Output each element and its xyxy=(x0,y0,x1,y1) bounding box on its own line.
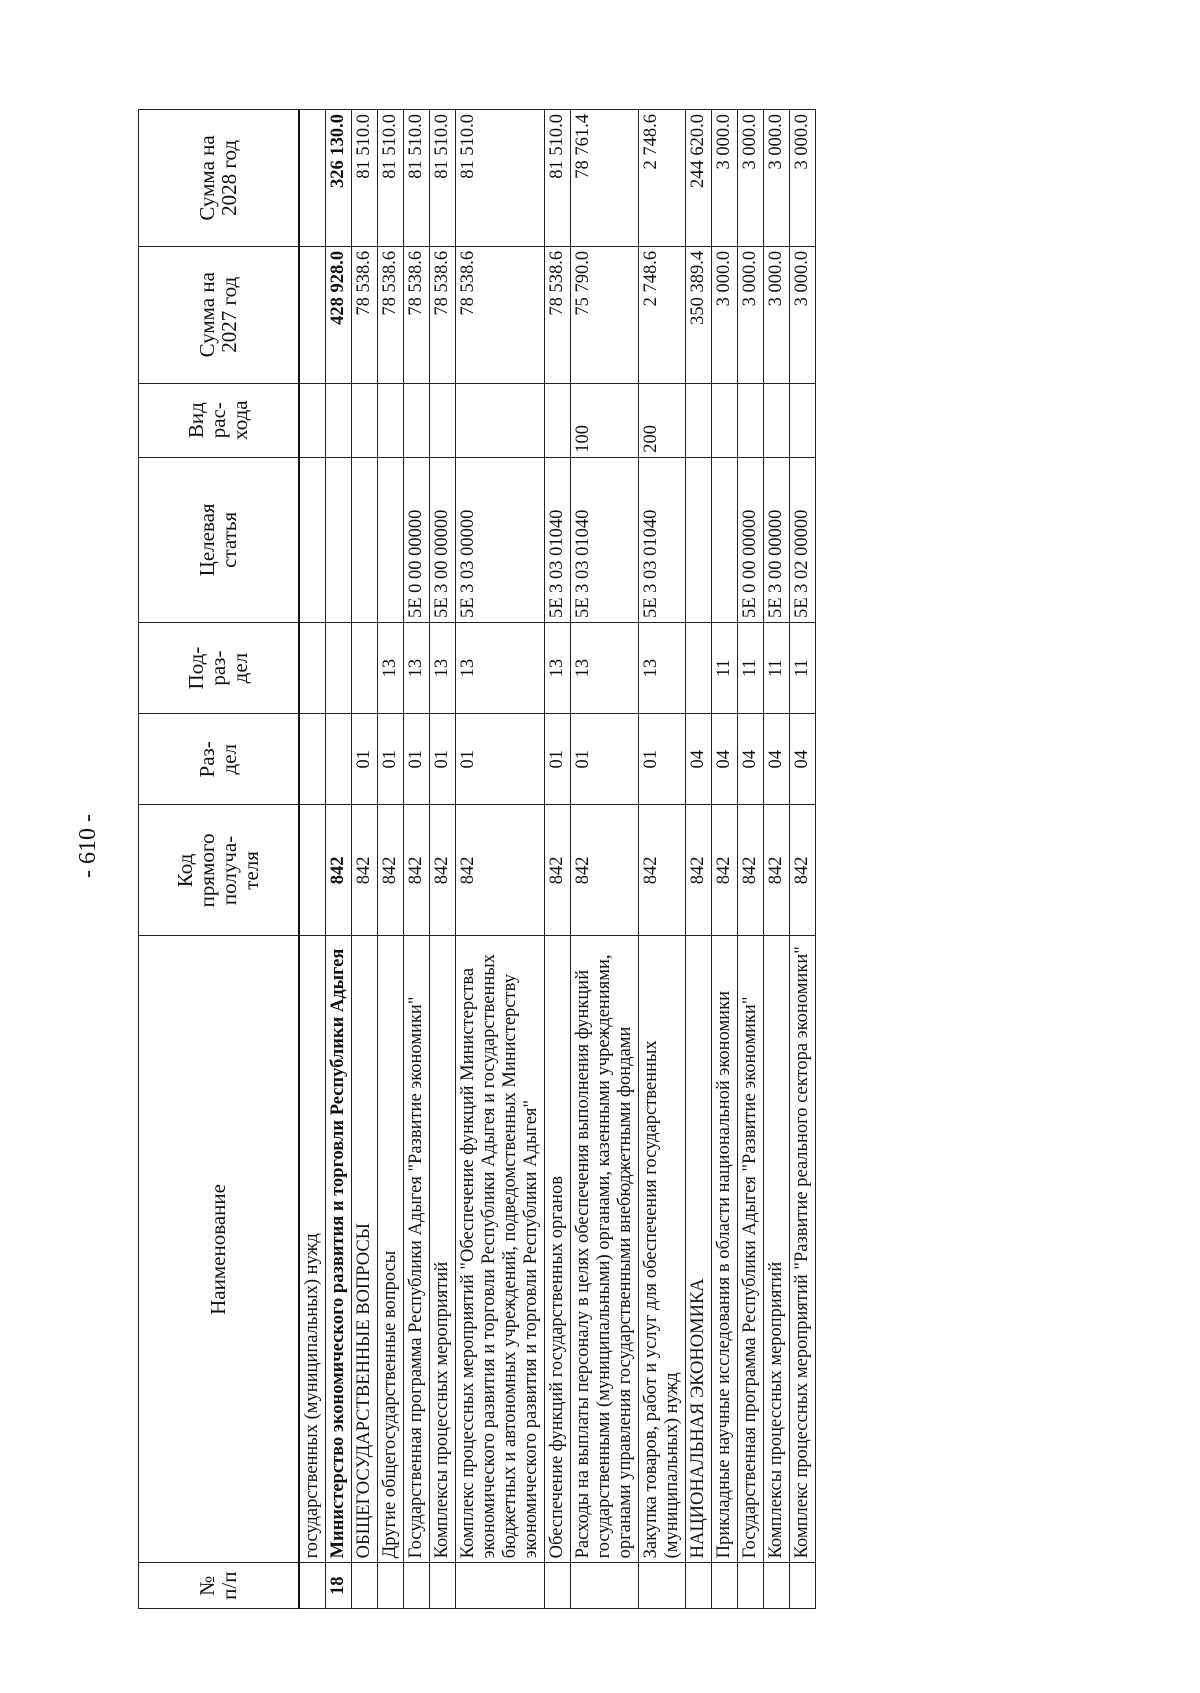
cell-code: 842 xyxy=(789,805,815,936)
cell-subsection xyxy=(685,623,711,714)
cell-section: 01 xyxy=(638,714,685,805)
cell-subsection: 13 xyxy=(455,623,544,714)
table-row xyxy=(403,110,429,1609)
cell-sum2027: 78 538.6 xyxy=(377,246,403,383)
cell-expense xyxy=(763,383,789,457)
cell-subsection: 13 xyxy=(638,623,685,714)
cell-name: Комплекс процессных мероприятий "Развитие реального сектора экономики" xyxy=(789,936,815,1563)
cell-code: 842 xyxy=(685,805,711,936)
table-row xyxy=(299,110,326,1609)
cell-target xyxy=(711,457,737,622)
cell-num xyxy=(570,1563,638,1609)
cell-name: государственных (муниципальных) нужд xyxy=(299,936,326,1563)
table-row xyxy=(737,110,763,1609)
cell-sum2028: 78 761.4 xyxy=(570,110,638,247)
cell-num xyxy=(737,1563,763,1609)
table-row xyxy=(570,110,638,1609)
cell-section: 01 xyxy=(403,714,429,805)
cell-subsection: 13 xyxy=(544,623,570,714)
cell-code: 842 xyxy=(455,805,544,936)
table-row xyxy=(685,110,711,1609)
cell-sum2028: 81 510.0 xyxy=(455,110,544,247)
table-body xyxy=(299,110,816,1609)
cell-sum2028: 3 000.0 xyxy=(737,110,763,247)
cell-num xyxy=(789,1563,815,1609)
cell-subsection xyxy=(351,623,377,714)
cell-code: 842 xyxy=(429,805,455,936)
cell-subsection: 11 xyxy=(711,623,737,714)
cell-expense xyxy=(685,383,711,457)
cell-expense xyxy=(403,383,429,457)
cell-sum2028: 3 000.0 xyxy=(763,110,789,247)
cell-subsection: 13 xyxy=(429,623,455,714)
header-target: Целевая статья xyxy=(139,457,299,622)
cell-sum2028: 81 510.0 xyxy=(377,110,403,247)
cell-name: Закупка товаров, работ и услуг для обеспечения государственных (муниципальных) нужд xyxy=(638,936,685,1563)
cell-num xyxy=(299,1563,326,1609)
cell-target: 5Е 3 00 00000 xyxy=(429,457,455,622)
cell-sum2027: 75 790.0 xyxy=(570,246,638,383)
cell-expense xyxy=(325,383,351,457)
cell-expense xyxy=(737,383,763,457)
cell-num xyxy=(711,1563,737,1609)
cell-expense xyxy=(455,383,544,457)
header-section: Раз- дел xyxy=(139,714,299,805)
cell-section: 01 xyxy=(544,714,570,805)
cell-name: Расходы на выплаты персоналу в целях обеспечения выполнения функций государственными (муниципальными) органами, казенными учреждениями, органами управления государственными внебюджетными фондами xyxy=(570,936,638,1563)
cell-target: 5Е 3 03 01040 xyxy=(638,457,685,622)
cell-sum2027: 3 000.0 xyxy=(763,246,789,383)
cell-expense xyxy=(377,383,403,457)
cell-num xyxy=(638,1563,685,1609)
cell-num: 18 xyxy=(325,1563,351,1609)
cell-name: Комплексы процессных мероприятий xyxy=(763,936,789,1563)
cell-name: Комплексы процессных мероприятий xyxy=(429,936,455,1563)
cell-section: 04 xyxy=(789,714,815,805)
cell-name: ОБЩЕГОСУДАРСТВЕННЫЕ ВОПРОСЫ xyxy=(351,936,377,1563)
header-name: Наименование xyxy=(139,936,299,1563)
cell-sum2027: 78 538.6 xyxy=(544,246,570,383)
cell-section: 04 xyxy=(685,714,711,805)
cell-sum2028: 81 510.0 xyxy=(429,110,455,247)
cell-section: 01 xyxy=(455,714,544,805)
cell-name: Прикладные научные исследования в области национальной экономики xyxy=(711,936,737,1563)
header-expense: Вид рас- хода xyxy=(139,383,299,457)
table-header-row xyxy=(139,110,299,1609)
cell-target: 5Е 3 02 00000 xyxy=(789,457,815,622)
cell-expense xyxy=(711,383,737,457)
cell-sum2028: 3 000.0 xyxy=(711,110,737,247)
table-row xyxy=(351,110,377,1609)
cell-sum2028: 326 130.0 xyxy=(325,110,351,247)
cell-target: 5Е 3 00 00000 xyxy=(763,457,789,622)
cell-num xyxy=(351,1563,377,1609)
cell-section: 04 xyxy=(737,714,763,805)
cell-sum2027: 3 000.0 xyxy=(737,246,763,383)
cell-code: 842 xyxy=(325,805,351,936)
cell-subsection: 11 xyxy=(763,623,789,714)
cell-name: НАЦИОНАЛЬНАЯ ЭКОНОМИКА xyxy=(685,936,711,1563)
cell-target: 5Е 0 00 00000 xyxy=(403,457,429,622)
table-row xyxy=(763,110,789,1609)
cell-code: 842 xyxy=(638,805,685,936)
cell-name: Обеспечение функций государственных органов xyxy=(544,936,570,1563)
cell-section xyxy=(325,714,351,805)
header-sum2028: Сумма на 2028 год xyxy=(139,110,299,247)
cell-code: 842 xyxy=(377,805,403,936)
cell-sum2028: 81 510.0 xyxy=(403,110,429,247)
cell-section: 01 xyxy=(429,714,455,805)
cell-target xyxy=(299,457,326,622)
cell-num xyxy=(429,1563,455,1609)
cell-num xyxy=(377,1563,403,1609)
cell-code: 842 xyxy=(544,805,570,936)
cell-expense: 200 xyxy=(638,383,685,457)
cell-section: 01 xyxy=(351,714,377,805)
cell-sum2028: 81 510.0 xyxy=(544,110,570,247)
cell-section: 04 xyxy=(711,714,737,805)
table-row xyxy=(455,110,544,1609)
rotated-page-content xyxy=(138,109,1058,1609)
cell-sum2028: 3 000.0 xyxy=(789,110,815,247)
cell-expense xyxy=(299,383,326,457)
header-num: № п/п xyxy=(139,1563,299,1609)
page-number: - 610 - xyxy=(75,814,101,878)
cell-expense xyxy=(351,383,377,457)
table-row xyxy=(544,110,570,1609)
cell-sum2028: 81 510.0 xyxy=(351,110,377,247)
cell-target xyxy=(377,457,403,622)
cell-code: 842 xyxy=(763,805,789,936)
cell-sum2027: 78 538.6 xyxy=(351,246,377,383)
cell-sum2027: 428 928.0 xyxy=(325,246,351,383)
cell-subsection: 11 xyxy=(789,623,815,714)
cell-code: 842 xyxy=(403,805,429,936)
cell-target xyxy=(685,457,711,622)
cell-target: 5Е 3 03 00000 xyxy=(455,457,544,622)
cell-num xyxy=(403,1563,429,1609)
cell-sum2027: 350 389.4 xyxy=(685,246,711,383)
table-row xyxy=(377,110,403,1609)
cell-expense xyxy=(789,383,815,457)
cell-target: 5Е 0 00 00000 xyxy=(737,457,763,622)
cell-sum2028: 244 620.0 xyxy=(685,110,711,247)
table-row xyxy=(429,110,455,1609)
cell-num xyxy=(685,1563,711,1609)
cell-subsection: 13 xyxy=(570,623,638,714)
cell-expense: 100 xyxy=(570,383,638,457)
cell-section xyxy=(299,714,326,805)
cell-subsection xyxy=(299,623,326,714)
cell-target: 5Е 3 03 01040 xyxy=(570,457,638,622)
cell-num xyxy=(763,1563,789,1609)
table-row xyxy=(789,110,815,1609)
table-row xyxy=(638,110,685,1609)
cell-code: 842 xyxy=(351,805,377,936)
cell-subsection: 13 xyxy=(403,623,429,714)
cell-expense xyxy=(544,383,570,457)
cell-sum2027: 78 538.6 xyxy=(429,246,455,383)
cell-code xyxy=(299,805,326,936)
cell-name: Государственная программа Республики Адыгея "Развитие экономики" xyxy=(403,936,429,1563)
table-row xyxy=(711,110,737,1609)
cell-name: Другие общегосударственные вопросы xyxy=(377,936,403,1563)
cell-sum2027: 3 000.0 xyxy=(789,246,815,383)
cell-subsection: 11 xyxy=(737,623,763,714)
cell-target: 5Е 3 03 01040 xyxy=(544,457,570,622)
header-sum2027: Сумма на 2027 год xyxy=(139,246,299,383)
cell-sum2027: 2 748.6 xyxy=(638,246,685,383)
table-row xyxy=(325,110,351,1609)
cell-num xyxy=(544,1563,570,1609)
cell-sum2028: 2 748.6 xyxy=(638,110,685,247)
cell-code: 842 xyxy=(737,805,763,936)
cell-subsection xyxy=(325,623,351,714)
cell-target xyxy=(325,457,351,622)
header-subsection: Под- раз- дел xyxy=(139,623,299,714)
cell-sum2027: 3 000.0 xyxy=(711,246,737,383)
cell-sum2027 xyxy=(299,246,326,383)
cell-name: Государственная программа Республики Адыгея "Развитие экономики" xyxy=(737,936,763,1563)
cell-section: 04 xyxy=(763,714,789,805)
header-code: Код прямого получа- теля xyxy=(139,805,299,936)
cell-code: 842 xyxy=(711,805,737,936)
budget-table xyxy=(138,109,816,1609)
cell-expense xyxy=(429,383,455,457)
cell-section: 01 xyxy=(570,714,638,805)
cell-sum2027: 78 538.6 xyxy=(403,246,429,383)
cell-num xyxy=(455,1563,544,1609)
cell-code: 842 xyxy=(570,805,638,936)
cell-sum2028 xyxy=(299,110,326,247)
cell-subsection: 13 xyxy=(377,623,403,714)
cell-section: 01 xyxy=(377,714,403,805)
cell-target xyxy=(351,457,377,622)
cell-name: Министерство экономического развития и торговли Республики Адыгея xyxy=(325,936,351,1563)
cell-sum2027: 78 538.6 xyxy=(455,246,544,383)
cell-name: Комплекс процессных мероприятий "Обеспечение функций Министерства экономического развития и торговли Республики Адыгея и государственных бюджетных и автономных учреждений, подведомственных Министерству экономического развития и торговли Республики Адыгея" xyxy=(455,936,544,1563)
